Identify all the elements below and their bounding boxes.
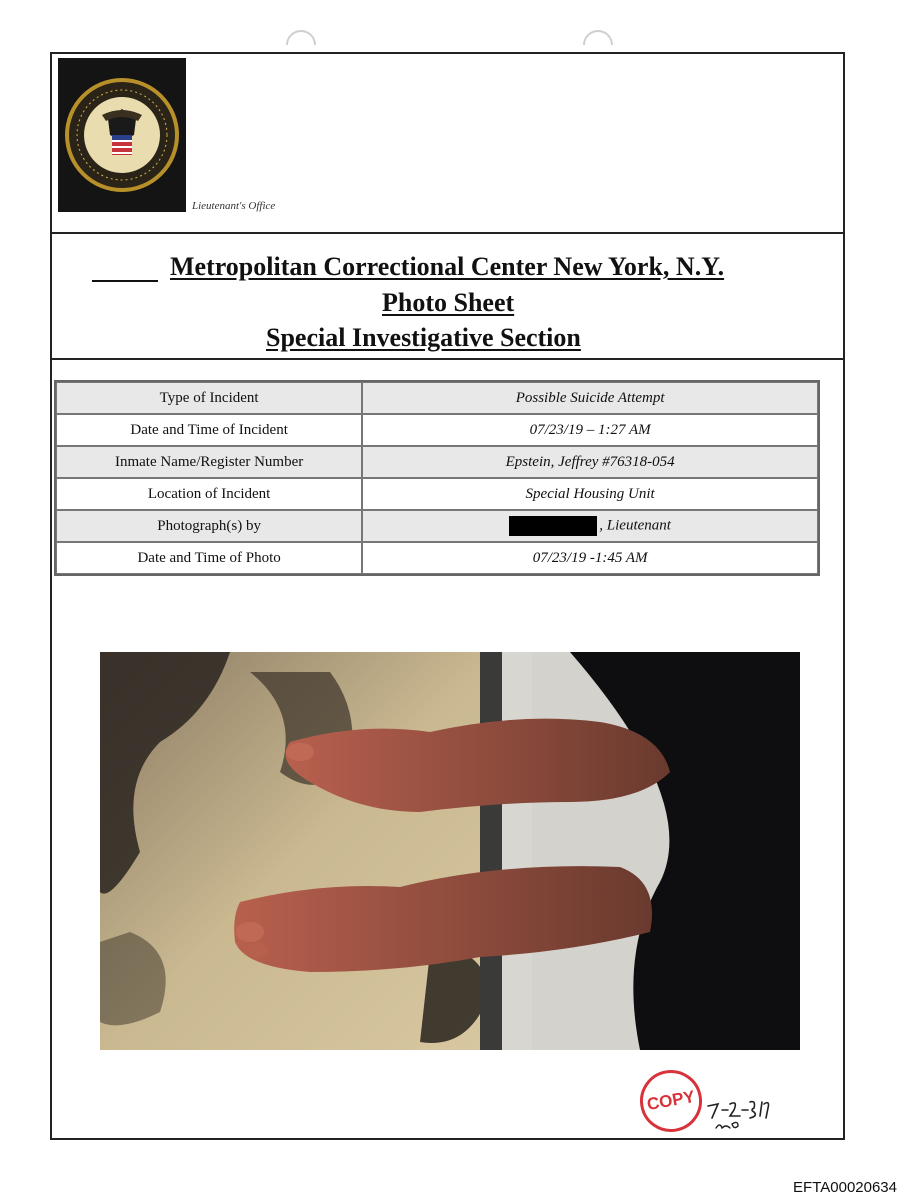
table-row	[56, 414, 818, 446]
location-value: Special Housing Unit	[362, 478, 818, 510]
type-of-incident-value: Possible Suicide Attempt	[362, 382, 818, 414]
lieutenant-office-label: Lieutenant's Office	[192, 200, 276, 212]
location-label: Location of Incident	[56, 478, 362, 510]
photo-datetime-label: Date and Time of Photo	[56, 542, 362, 574]
copy-stamp: COPY	[635, 1065, 707, 1137]
incident-info-table	[54, 380, 820, 576]
bop-seal-icon	[62, 75, 182, 195]
feet-photo-image	[100, 652, 800, 1050]
photographer-value: , Lieutenant	[599, 517, 671, 534]
redaction-block	[509, 516, 597, 536]
table-row	[56, 382, 818, 414]
photographer-label: Photograph(s) by	[56, 510, 362, 542]
table-row	[56, 478, 818, 510]
photo-datetime-value: 07/23/19 -1:45 AM	[362, 542, 818, 574]
photographer-value-cell	[362, 510, 818, 542]
photo-sheet-title: Photo Sheet	[382, 288, 515, 317]
letterhead	[52, 54, 843, 234]
table-row	[56, 542, 818, 574]
section-title: Special Investigative Section	[266, 323, 581, 352]
title-leading-rule	[92, 280, 158, 282]
table-row	[56, 446, 818, 478]
incident-datetime-value: 07/23/19 – 1:27 AM	[362, 414, 818, 446]
document-title-block	[52, 234, 843, 360]
inmate-name-value: Epstein, Jeffrey #76318-054	[362, 446, 818, 478]
incident-datetime-label: Date and Time of Incident	[56, 414, 362, 446]
type-of-incident-label: Type of Incident	[56, 382, 362, 414]
inmate-name-label: Inmate Name/Register Number	[56, 446, 362, 478]
doj-seal-logo	[58, 58, 186, 212]
table-row	[56, 510, 818, 542]
handwritten-date-initials	[704, 1084, 784, 1134]
photo-sheet-page	[50, 52, 845, 1140]
document-id: EFTA00020634	[793, 1179, 897, 1196]
incident-photo	[100, 652, 800, 1050]
facility-title: Metropolitan Correctional Center New York, N.Y.	[170, 252, 725, 281]
